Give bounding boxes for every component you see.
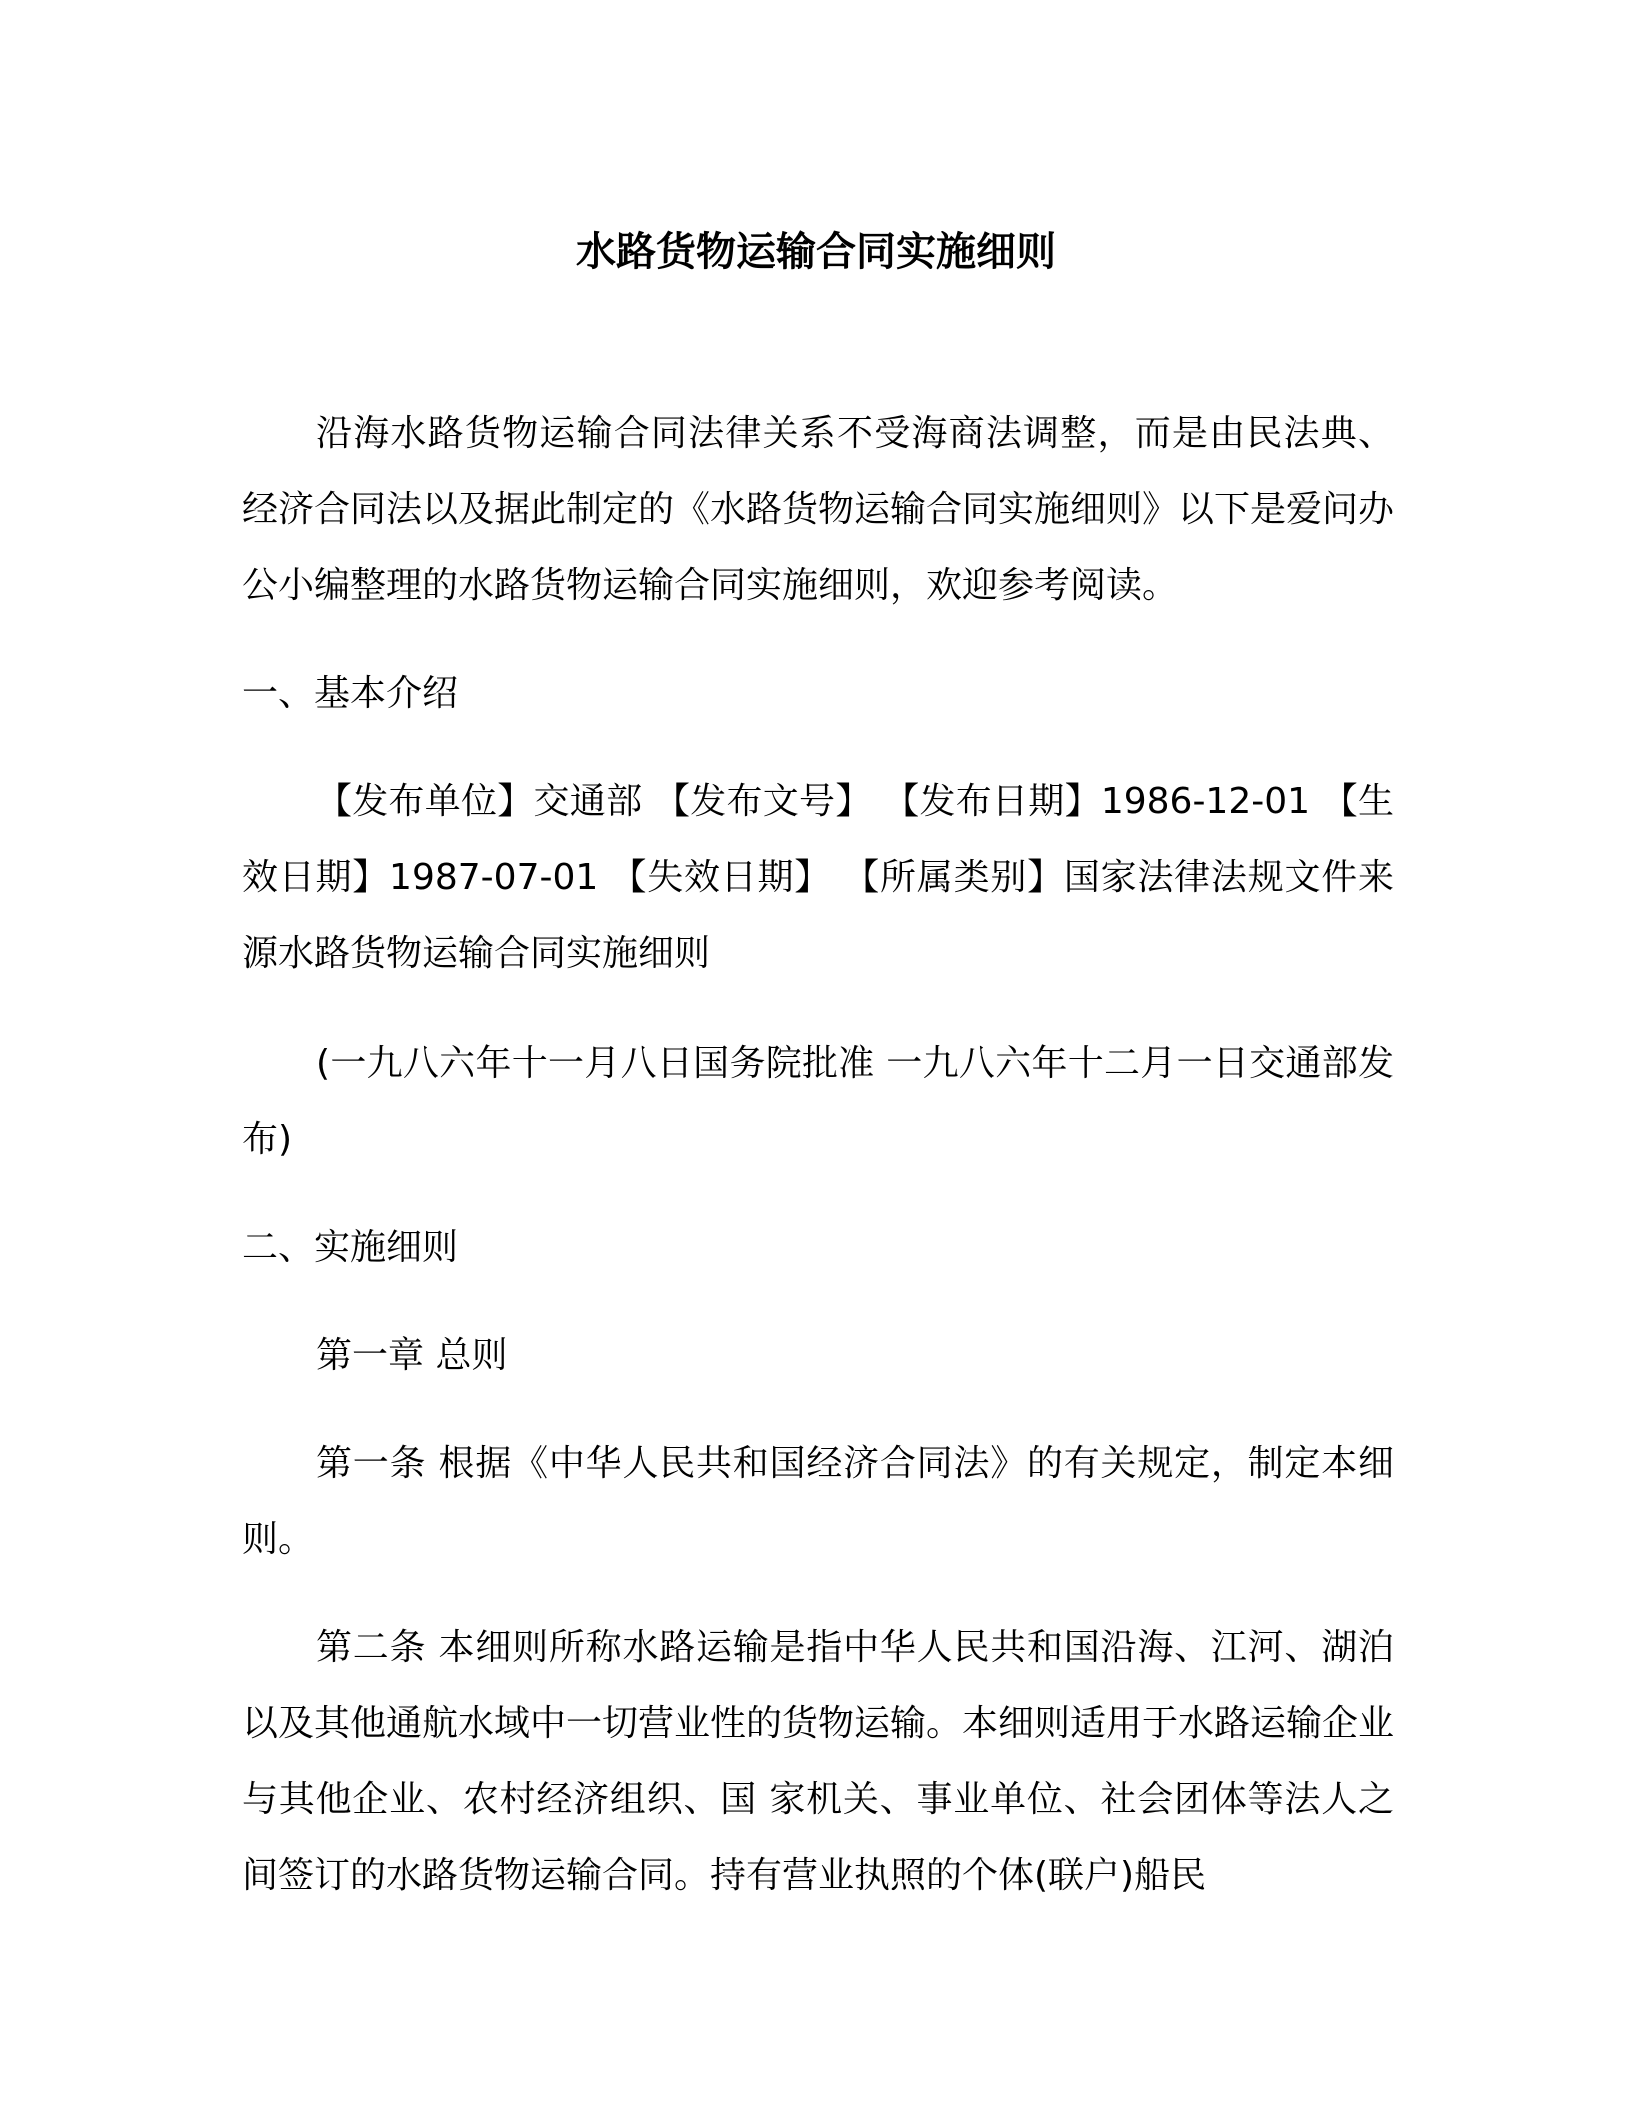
article-2-paragraph: 第二条 本细则所称水路运输是指中华人民共和国沿海、江河、湖泊以及其他通航水域中一切营业性的货物运输。本细则适用于水路运输企业与其他企业、农村经济组织、国 家机关、事业单位、社会团体等法人之间签订的水路货物运输合同。持有营业执照的个体(联户)船民 xyxy=(242,1627,1395,1896)
publication-info-paragraph: 【发布单位】交通部 【发布文号】 【发布日期】1986-12-01 【生效日期】1987-07-01 【失效日期】 【所属类别】国家法律法规文件来源水路货物运输合同实施细则 xyxy=(242,781,1394,974)
section-heading-rules: 二、实施细则 xyxy=(242,1227,459,1268)
approval-note-paragraph: (一九八六年十一月八日国务院批准 一九八六年十二月一日交通部发布) xyxy=(242,1043,1394,1160)
document-body xyxy=(242,396,1394,1914)
chapter-heading-general: 第一章 总则 xyxy=(316,1335,508,1376)
document-title: 水路货物运输合同实施细则 xyxy=(576,229,1056,275)
article-1-paragraph: 第一条 根据《中华人民共和国经济合同法》的有关规定，制定本细则。 xyxy=(242,1443,1394,1560)
intro-paragraph: 沿海水路货物运输合同法律关系不受海商法调整，而是由民法典、经济合同法以及据此制定的《水路货物运输合同实施细则》以下是爱问办公小编整理的水路货物运输合同实施细则，欢迎参考阅读。 xyxy=(242,413,1395,606)
section-heading-basic-intro: 一、基本介绍 xyxy=(242,673,459,714)
